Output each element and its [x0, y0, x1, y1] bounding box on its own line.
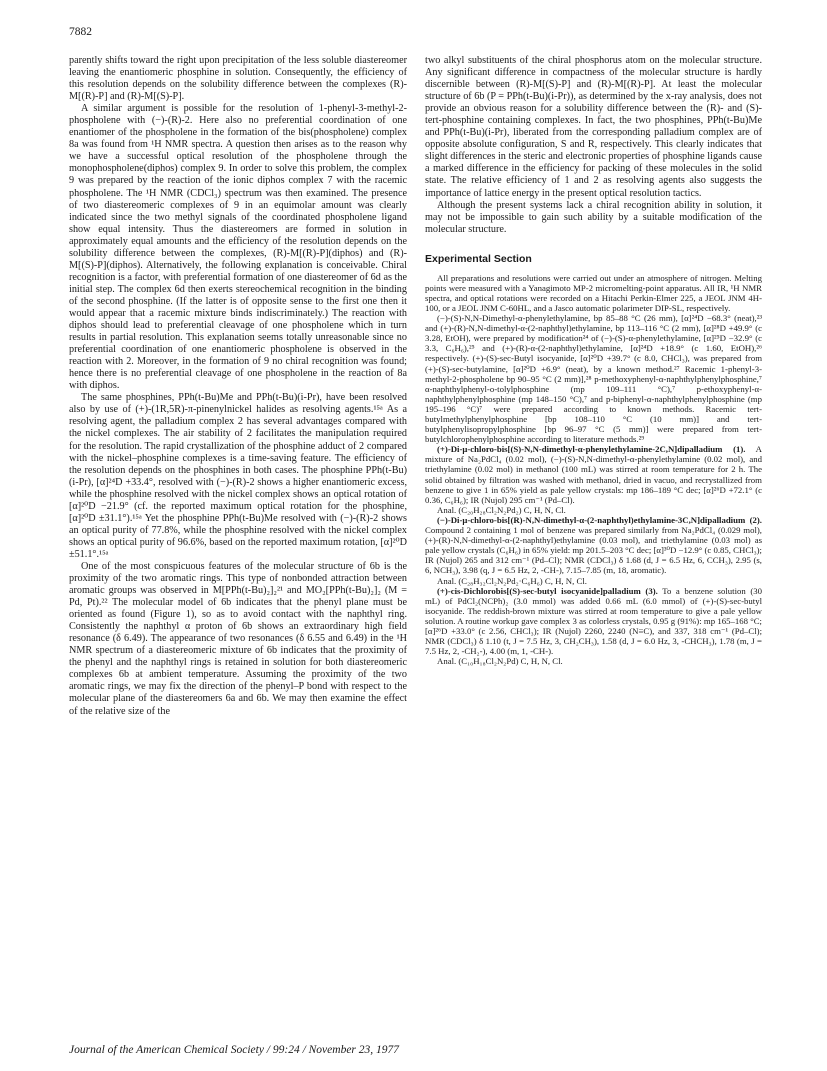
compound-title: (+)-cis-Dichlorobis[(S)-sec-butyl isocyanide]palladium (3).: [437, 585, 658, 596]
right-column: [425, 55, 762, 666]
compound-title: (−)-Di-μ-chloro-bis[(R)-N,N-dimethyl-α-(2-naphthyl)ethylamine-3C,N]dipalladium (2).: [437, 514, 762, 525]
journal-footer: Journal of the American Chemical Society / 99:24 / November 23, 1977: [69, 1044, 400, 1056]
paragraph: (−)-(S)-N,N-Dimethyl-α-phenylethylamine, bp 85–88 °C (26 mm), [α]²⁴D −68.3° (neat),²³ and (+)-(R)-N,N-dimethyl-α-(2-naphthyl)ethylamine, bp 113–116 °C (2 mm), [α]²⁸D +49.9° (c 3.28, EtOH), were prepared by modification²⁴ of (−)-(S)-α-phenylethylamine, [α]²⁵D −32.9° (c 3.3, C₆H₆),²⁵ and (+)-(R)-α-(2-naphthyl)ethylamine, [α]²⁴D +18.9° (c 1.60, EtOH),²⁶ respectively. (+)-(S)-sec-Butyl isocyanide, [α]²⁰D +39.7° (c 8.0, CHCl₃), was prepared from (+)-(S)-sec-butylamine, [α]²⁰D +6.9° (neat), by a known method.²⁷ Racemic 1-phenyl-3-methyl-2-phospholene bp 90–95 °C (2 mm)],²⁸ p-methoxyphenyl-α-naphthylphenylphosphine,⁷ α-naphthylphenyl-o-tolylphosphine (mp 109–111 °C),⁷ p-ethoxyphenyl-α-naphthylphenylphosphine (mp 148–150 °C),⁷ and p-biphenyl-α-naphthylphenylphosphine (mp 195–196 °C)⁷ were prepared according to known methods. Racemic tert-butylmethylphenylphosphine [bp 108–110 °C (10 mm)] and tert-butylphenylisopropylphosphine [bp 96–97 °C (5 mm)] were prepared from tert-butylchlorophenylphosphine according to literature methods.²⁹: [425, 313, 762, 445]
paragraph: A similar argument is possible for the resolution of 1-phenyl-3-methyl-2-phospholene with (−)-(R)-2. Here also no preferential coordination of one enantiomer of the phospholene in the formation of the bis(phospholene) complex 8a was found from ¹H NMR spectra. A question then arises as to the reason why we have a successful optical resolution of the phospholene through the monophospholene(diphos) complex 9. In order to solve this problem, the complex 9 was prepared by the reaction of the ionic diphos complex 7 with the racemic phospholene. The ¹H NMR (CDCl₃) spectrum was then examined. The presence of two diastereomeric complexes of 9 in an equimolar amount was clearly indicated since the two methyl signals of the coordinated phospholene ligand show equal intensity. Thus the diastereomers are formed in solution in approximately equal amounts and the efficiency of the resolution depends on the solubility difference between the complexes, (R)-M[(R)-P](diphos) and (R)-M[(S)-P](diphos). Alternatively, the following explanation is conceivable. Chiral recognition is a factor, with preferential formation of one diastereomer of 6d as the initial step. The complex 6d then exerts stereochemical recognition in the binding of the second phosphine. (If the latter is of opposite sense to the first one then it would appear that a racemic mixture binds indiscriminately.) The reaction with diphos should lead to preferential cleavage of one phospholene which in turn results in partial resolution. This explanation seems totally unreasonable since no preferential coordination of one enantiomeric phospholene is observed in the reaction with 2. Moreover, in the formation of 9 no chiral recognition was found; hence there is no preferential cleavage of one phospholene in the reaction of 8a with diphos.: [69, 103, 407, 392]
experimental-section: [425, 273, 762, 667]
compound-procedure: A mixture of Na₂PdCl₄ (0.02 mol), (−)-(S)-N,N-dimethyl-α-phenylethylamine (0.02 mol), and triethylamine (0.02 mol) in methanol (100 mL) was stirred at room temperature for 2 h. The solid obtained by filtration was washed with methanol, dried in vacuo, and recrystallized from benzene to give 1 in 65% yield as pale yellow crystals: mp 186–189 °C dec; [α]²⁶D +72.1° (c 0.36, C₆H₆); IR (Nujol) 295 cm⁻¹ (Pd–Cl).: [425, 444, 762, 505]
analysis-line: Anal. (C₂₈H₃₂Cl₂N₂Pd₂·C₆H₆) C, H, N, Cl.: [437, 575, 587, 586]
paragraph: One of the most conspicuous features of the molecular structure of 6b is the proximity of the two aromatic rings. This type of nonbonded attraction between aromatic groups was observed in M[PPh(t-Bu)₂]₂²¹ and MO₂[PPh(t-Bu)₂]₂ (M = Pd, Pt).²² The molecular model of 6b indicates that the phenyl plane must be oriented as found (Figure 1), so as to avoid contact with the naphthyl ring. Consistently the naphthyl α proton of 6b shows an extraordinary high field resonance (δ 6.49). The appearance of two resonances (δ 6.55 and 6.49) in the ¹H NMR spectrum of a diastereomeric mixture of 6b indicates that the proximity of the phenyl and the naphthyl rings is retained in solution for both diastereomeric complexes 6b at ambient temperature. Assuming the proximity of the two aromatic rings, we may fix the direction of the phenyl–P bond with respect to the molecular plane of the diastereomers 6a and 6b. We may then examine the effect of the relative size of the: [69, 560, 407, 717]
compound-procedure: To a benzene solution (30 mL) of PdCl₂(NCPh)₂ (3.0 mmol) was added 0.66 mL (6.0 mmol) of (+)-(S)-sec-butyl isocyanide. The reddish-brown mixture was stirred at room temperature to give a pale yellow solution. A routine workup gave complex 3 as colorless crystals, 0.95 g (91%): mp 165–168 °C; [α]²⁶D +33.0° (c 2.56, CHCl₃); IR (Nujol) 2260, 2240 (N≡C), and 337, 318 cm⁻¹ (Pd–Cl); NMR (CDCl₃) δ 1.10 (t, J = 7.5 Hz, 3, CH₂CH₃), 1.58 (d, J = 6.0 Hz, 3, -CHCH₃), 1.78 (m, J = 7.5 Hz, 2, -CH₂-), 4.00 (m, 1, -CH-).: [425, 585, 762, 657]
page-number: 7882: [69, 26, 92, 38]
left-column: [69, 55, 407, 718]
compound-title: (+)-Di-μ-chloro-bis[(S)-N,N-dimethyl-α-phenylethylamine-2C,N]dipalladium (1).: [437, 444, 746, 455]
paragraph: two alkyl substituents of the chiral phosphorus atom on the molecular structure. Any significant difference in compactness of the molecular structure is hardly discernible between (R)-M[(S)-P] and (R)-M[(R)-P]. At least the molecular structure of 6b (P = PPh(t-Bu)(i-Pr)), as determined by the x-ray analysis, does not provide an obvious reason for a solubility difference between the (R)- and (S)-tert-phosphine containing complexes. In fact, the two phosphines, PPh(t-Bu)Me and PPh(t-Bu)(i-Pr), liberated from the corresponding palladium complex are of opposite absolute configuration, S and R, respectively. This clearly indicates that slight differences in the steric and electronic properties of phosphine ligands cause a marked difference in the efficiency for packing of these molecules in the solid state. The relative efficiency of 1 and 2 as resolving agents also suggests the importance of lattice energy in the present optical resolution tactics.: [425, 55, 762, 199]
compound-paragraph: [425, 444, 762, 505]
paragraph: All preparations and resolutions were carried out under an atmosphere of nitrogen. Melting points were measured with a Yanagimoto MP-2 micromelting-point apparatus. All IR, ¹H NMR spectra, and optical rotations were recorded on a Hitachi Perkin-Elmer 225, a JEOL JNM 4H-100, or a JEOL JNM C-60HL, and a Jasco automatic polarimeter DIP-SL, respectively.: [425, 272, 762, 313]
discussion-continued: [425, 55, 762, 236]
section-heading: Experimental Section: [425, 252, 532, 265]
compound-paragraph: [425, 515, 762, 576]
paragraph: The same phosphines, PPh(t-Bu)Me and PPh(t-Bu)(i-Pr), have been resolved also by use of (+)-(1R,5R)-π-pinenylnickel halides as resolving agents.¹⁵ᵃ As a resolving agent, the palladium complex 2 has several advantages compared with the nickel complexes. The air stability of 2 facilitates the manipulation required for the resolution. The rapid crystallization of the phosphine adduct of 2 compared with the nickel–phosphine complexes is a time-saving feature. The efficiency of the resolution depends on the phosphines in both cases. The phosphine PPh(t-Bu)(i-Pr), [α]²⁴D +33.4°, resolved with (−)-(R)-2 shows a higher enantiomeric excess, while the phosphine resolved with the nickel complex shows an optical rotation of [α]²⁰D −21.9° (cf. the reported maximum optical rotation for the phosphine, [α]²⁰D ±31.1°).¹⁵ᵃ Yet the phosphine PPh(t-Bu)Me resolved with (−)-(R)-2 shows an optical purity of 77.8%, while the phosphine resolved with the nickel complex shows an optical purity of 96.6%, based on the reported maximum rotation, [α]²⁰D ±51.1°.¹⁵ᵃ: [69, 392, 407, 560]
paragraph: parently shifts toward the right upon precipitation of the less soluble diastereomer leaving the enantiomeric phosphine in solution. Consequently, the efficiency of this resolution depends on the solubility difference between the complexes (R)-M[(R)-P] and (R)-M[(S)-P].: [69, 55, 407, 103]
paragraph: Although the present systems lack a chiral recognition ability in solution, it may not be impossible to gain such ability by a suitable modification of the molecular structure.: [425, 199, 762, 235]
analysis-line: Anal. (C₁₀H₁₈Cl₂N₂Pd) C, H, N, Cl.: [437, 656, 563, 667]
compound-procedure: Compound 2 containing 1 mol of benzene was prepared similarly from Na₂PdCl₄ (0.029 mol), (+)-(R)-N,N-dimethyl-α-(2-naphthyl)ethylamine (0.03 mol), and triethylamine (0.03 mol) as pale yellow crystals (C₆H₆) in 65% yield: mp 201.5–203 °C dec; [α]³⁰D −12.9° (c 0.85, CHCl₃); IR (Nujol) 265 and 312 cm⁻¹ (Pd–Cl); NMR (CDCl₃) δ 1.68 (d, J = 6.5 Hz, 6, CCH₃), 2.95 (s, 6, NCH₃), 3.98 (q, J = 6.5 Hz, 2, -CH-), 7.15–7.85 (m, 18, aromatic).: [425, 525, 762, 576]
compound-paragraph: [425, 586, 762, 657]
analysis-line: Anal. (C₂₀H₂₈Cl₂N₂Pd₂) C, H, N, Cl.: [437, 504, 566, 515]
